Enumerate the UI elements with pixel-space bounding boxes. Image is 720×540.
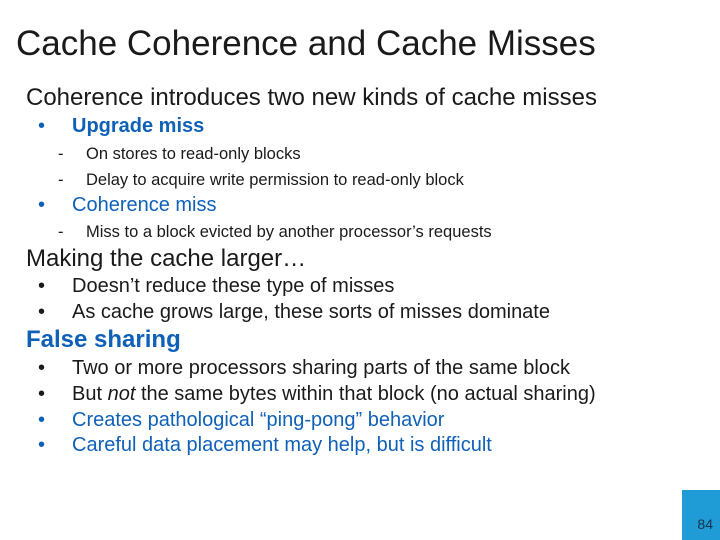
- dash-glyph: -: [58, 171, 64, 189]
- page-number-box: [682, 490, 720, 540]
- bullet-text: [72, 382, 596, 406]
- bullet-glyph: •: [38, 301, 46, 323]
- bullet-glyph: •: [38, 194, 46, 216]
- emphasis-not: not: [107, 383, 136, 405]
- bullet-text: As cache grows large, these sorts of misses dominate: [72, 301, 550, 323]
- bullet-text: Creates pathological “ping-pong” behavior: [72, 409, 445, 431]
- bullet-glyph: •: [38, 383, 46, 405]
- coherence-miss-label: Coherence miss: [72, 194, 217, 216]
- dash-glyph: -: [58, 223, 64, 241]
- subitem-text: Miss to a block evicted by another processor’s requests: [86, 223, 492, 241]
- slide-title: Cache Coherence and Cache Misses: [16, 24, 596, 63]
- bullet-glyph: •: [38, 357, 46, 379]
- dash-glyph: -: [58, 145, 64, 163]
- bullet-text: Two or more processors sharing parts of the same block: [72, 357, 570, 379]
- upgrade-miss-label: Upgrade miss: [72, 115, 205, 137]
- text-before: But: [72, 383, 108, 405]
- section-heading-coherence-misses: Coherence introduces two new kinds of cache misses: [26, 84, 597, 111]
- bullet-text: Careful data placement may help, but is difficult: [72, 434, 492, 456]
- bullet-glyph: •: [38, 434, 46, 456]
- bullet-glyph: •: [38, 275, 46, 297]
- section-heading-false-sharing: False sharing: [26, 326, 181, 353]
- subitem-text: On stores to read-only blocks: [86, 145, 301, 163]
- page-number: 84: [697, 516, 713, 532]
- bullet-glyph: •: [38, 115, 46, 137]
- bullet-glyph: •: [38, 409, 46, 431]
- section-heading-cache-larger: Making the cache larger…: [26, 245, 307, 272]
- subitem-text: Delay to acquire write permission to read-only block: [86, 171, 464, 189]
- text-after: the same bytes within that block (no actual sharing): [135, 383, 596, 405]
- bullet-text: Doesn’t reduce these type of misses: [72, 275, 395, 297]
